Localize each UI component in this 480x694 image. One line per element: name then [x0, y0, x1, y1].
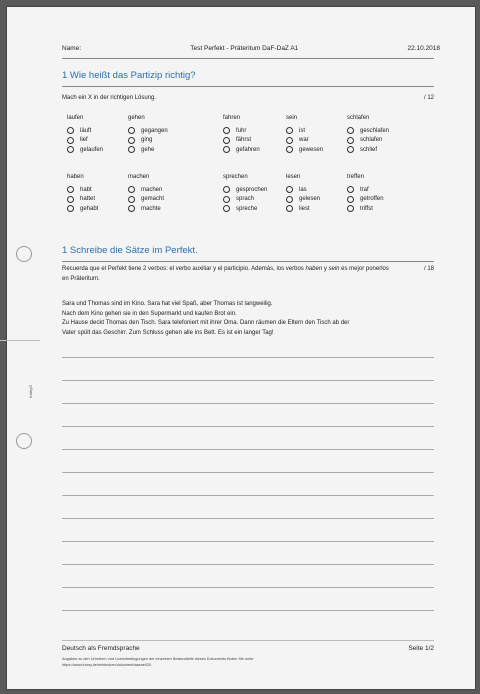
section1-points: / 12	[423, 95, 434, 101]
writing-line[interactable]	[62, 541, 434, 542]
answer-option[interactable]	[286, 136, 323, 146]
writing-line[interactable]	[62, 472, 434, 473]
writing-line[interactable]	[62, 587, 434, 588]
option-label: gelaufen	[80, 146, 104, 153]
option-label: gelesen	[299, 196, 321, 203]
writing-line[interactable]	[62, 449, 434, 450]
radio-circle-icon[interactable]	[347, 127, 354, 134]
option-label: fuhr	[236, 127, 247, 134]
page-number: Seite 1/2	[408, 645, 434, 652]
option-label: machte	[141, 205, 161, 212]
answer-option[interactable]	[128, 145, 168, 155]
date: 22.10.2018	[407, 45, 440, 52]
option-label: schlief	[360, 146, 378, 153]
exercise-line: Vater spült das Geschirr. Zum Schluss gehen alle ins Bett. Es ist ein langer Tag!	[62, 329, 274, 336]
radio-circle-icon[interactable]	[347, 205, 354, 212]
answer-option[interactable]	[67, 185, 98, 195]
answer-option[interactable]	[286, 145, 323, 155]
answer-option[interactable]	[347, 195, 384, 205]
radio-circle-icon[interactable]	[347, 146, 354, 153]
verb-label: sprechen	[223, 174, 248, 180]
radio-circle-icon[interactable]	[223, 146, 230, 153]
writing-line[interactable]	[62, 380, 434, 381]
intro-emphasis: sein	[328, 266, 340, 272]
option-label: triffst	[360, 205, 373, 212]
answer-option[interactable]	[347, 126, 389, 136]
option-label: gehe	[141, 146, 155, 153]
radio-circle-icon[interactable]	[223, 196, 230, 203]
exercise-line: Zu Hause deckt Thomas den Tisch. Sara telefoniert mit ihrer Oma. Dann räumen die Eltern den Tisch ab der	[62, 320, 350, 326]
radio-circle-icon[interactable]	[67, 196, 74, 203]
writing-line[interactable]	[62, 564, 434, 565]
radio-circle-icon[interactable]	[223, 186, 230, 193]
radio-circle-icon[interactable]	[128, 137, 135, 144]
footer-divider	[62, 640, 434, 641]
radio-circle-icon[interactable]	[347, 186, 354, 193]
answer-option[interactable]	[347, 185, 384, 195]
answer-option[interactable]	[223, 126, 260, 136]
answer-option[interactable]	[223, 136, 260, 146]
name-label: Name:	[62, 45, 82, 52]
option-label: lief	[80, 137, 88, 144]
punch-hole-top	[16, 246, 32, 262]
intro-emphasis: haben	[305, 266, 323, 272]
verb-group-sein	[286, 115, 323, 155]
radio-circle-icon[interactable]	[67, 127, 74, 134]
writing-line[interactable]	[62, 426, 434, 427]
radio-circle-icon[interactable]	[67, 186, 74, 193]
answer-option[interactable]	[286, 126, 323, 136]
radio-circle-icon[interactable]	[286, 196, 293, 203]
radio-circle-icon[interactable]	[223, 137, 230, 144]
exercise-text	[62, 300, 434, 338]
answer-option[interactable]	[128, 195, 164, 205]
answer-option[interactable]	[223, 145, 260, 155]
legal-url: https://www.tutory.de/entdecken/dokument/aaeae020	[62, 662, 152, 667]
verb-label: lesen	[286, 174, 301, 180]
radio-circle-icon[interactable]	[128, 196, 135, 203]
answer-option[interactable]	[347, 136, 389, 146]
section2-divider	[62, 261, 434, 262]
section1-instruction-row	[62, 95, 434, 101]
radio-circle-icon[interactable]	[128, 186, 135, 193]
legal-line: Angaben zu den Urhebern und Lizenzbedingungen der einzelnen Bestandteile dieses Dokuments finden Sie unter	[62, 657, 254, 661]
option-label: getroffen	[360, 196, 384, 203]
writing-line[interactable]	[62, 403, 434, 404]
option-label: schlafen	[360, 137, 383, 144]
exercise-line: Sara und Thomas sind im Kino. Sara hat viel Spaß, aber Thomas ist langweilig.	[62, 301, 273, 307]
writing-line[interactable]	[62, 495, 434, 496]
section2-title: 1 Schreibe die Sätze im Perfekt.	[62, 245, 198, 256]
verb-label: treffen	[347, 174, 364, 180]
verb-group-schlafen	[347, 115, 389, 155]
worksheet-title: Test Perfekt - Präteritum DaF-DaZ A1	[190, 45, 299, 52]
verb-group-fahren	[223, 115, 260, 155]
verb-group-lesen	[286, 174, 320, 214]
verb-group-laufen	[67, 115, 103, 155]
radio-circle-icon[interactable]	[67, 137, 74, 144]
verb-label: sein	[286, 115, 298, 121]
section1-instruction: Mach ein X in der richtigen Lösung.	[62, 95, 157, 101]
answer-option[interactable]	[67, 136, 103, 146]
exercise-line: Nach dem Kino gehen sie in den Supermarkt und kaufen Brot ein.	[62, 310, 237, 317]
radio-circle-icon[interactable]	[286, 205, 293, 212]
radio-circle-icon[interactable]	[286, 137, 293, 144]
answer-option[interactable]	[286, 204, 320, 214]
option-label: gemacht	[141, 196, 165, 203]
answer-option[interactable]	[223, 204, 267, 214]
fold-mark	[0, 340, 40, 341]
writing-line[interactable]	[62, 610, 434, 611]
verb-label: gehen	[128, 115, 145, 121]
option-label: geschlafen	[360, 127, 390, 134]
section2-intro	[62, 265, 392, 284]
radio-circle-icon[interactable]	[128, 127, 135, 134]
radio-circle-icon[interactable]	[347, 196, 354, 203]
footer-subject: Deutsch als Fremdsprache	[62, 645, 140, 652]
option-label: liest	[299, 205, 310, 212]
section1-divider	[62, 86, 434, 87]
answer-option[interactable]	[128, 185, 164, 195]
punch-hole-bottom	[16, 433, 32, 449]
answer-option[interactable]	[286, 185, 320, 195]
option-label: gehabt	[80, 205, 99, 212]
answer-option[interactable]	[128, 204, 164, 214]
verb-label: machen	[128, 174, 150, 180]
option-label: ist	[299, 127, 305, 134]
option-label: gewesen	[299, 146, 324, 153]
radio-circle-icon[interactable]	[286, 186, 293, 193]
radio-circle-icon[interactable]	[223, 205, 230, 212]
option-label: ging	[141, 137, 153, 144]
answer-option[interactable]	[286, 195, 320, 205]
verb-group-haben	[67, 174, 98, 214]
verb-group-machen	[128, 174, 164, 214]
section1-title: 1 Wie heißt das Partizip richtig?	[62, 70, 196, 81]
writing-line[interactable]	[62, 518, 434, 519]
answer-option[interactable]	[67, 126, 103, 136]
answer-option[interactable]	[223, 195, 267, 205]
header-divider	[62, 58, 434, 59]
intro-text: Recuerda que el Perfekt tiene 2 verbos: el verbo auxiliar y el participio. Además, los verbos	[62, 266, 306, 272]
section2-intro-row	[62, 265, 434, 284]
option-label: gegangen	[141, 127, 168, 134]
verb-label: haben	[67, 174, 84, 180]
radio-circle-icon[interactable]	[223, 127, 230, 134]
option-label: habt	[80, 186, 92, 193]
answer-option[interactable]	[67, 145, 103, 155]
intro-text: es mejor ponerlos en Präteritum.	[62, 266, 389, 282]
author-label: KathyG	[28, 384, 33, 398]
answer-option[interactable]	[67, 195, 98, 205]
writing-line[interactable]	[62, 357, 434, 358]
answer-option[interactable]	[128, 136, 168, 146]
answer-option[interactable]	[128, 126, 168, 136]
verb-group-sprechen	[223, 174, 267, 214]
answer-option[interactable]	[347, 145, 389, 155]
answer-option[interactable]	[67, 204, 98, 214]
option-label: spreche	[236, 205, 258, 212]
radio-circle-icon[interactable]	[286, 146, 293, 153]
verb-group-treffen	[347, 174, 384, 214]
radio-circle-icon[interactable]	[67, 146, 74, 153]
radio-circle-icon[interactable]	[67, 205, 74, 212]
option-label: gesprochen	[236, 186, 268, 193]
radio-circle-icon[interactable]	[128, 146, 135, 153]
option-label: traf	[360, 186, 369, 193]
radio-circle-icon[interactable]	[286, 127, 293, 134]
verb-label: fahren	[223, 115, 241, 121]
option-label: gefahren	[236, 146, 260, 153]
option-label: war	[299, 137, 309, 144]
option-label: sprach	[236, 196, 255, 203]
option-label: las	[299, 186, 307, 193]
option-label: läuft	[80, 127, 92, 134]
intro-text: y	[322, 266, 329, 272]
option-label: fährst	[236, 137, 252, 144]
radio-circle-icon[interactable]	[128, 205, 135, 212]
answer-option[interactable]	[223, 185, 267, 195]
option-label: machen	[141, 186, 163, 193]
option-label: hattet	[80, 196, 96, 203]
verb-group-gehen	[128, 115, 168, 155]
legal-notice	[62, 657, 434, 668]
section2-points: / 18	[423, 266, 434, 272]
verb-label: laufen	[67, 115, 84, 121]
verb-label: schlafen	[347, 115, 370, 121]
header	[62, 45, 440, 52]
footer	[62, 645, 434, 652]
answer-option[interactable]	[347, 204, 384, 214]
radio-circle-icon[interactable]	[347, 137, 354, 144]
